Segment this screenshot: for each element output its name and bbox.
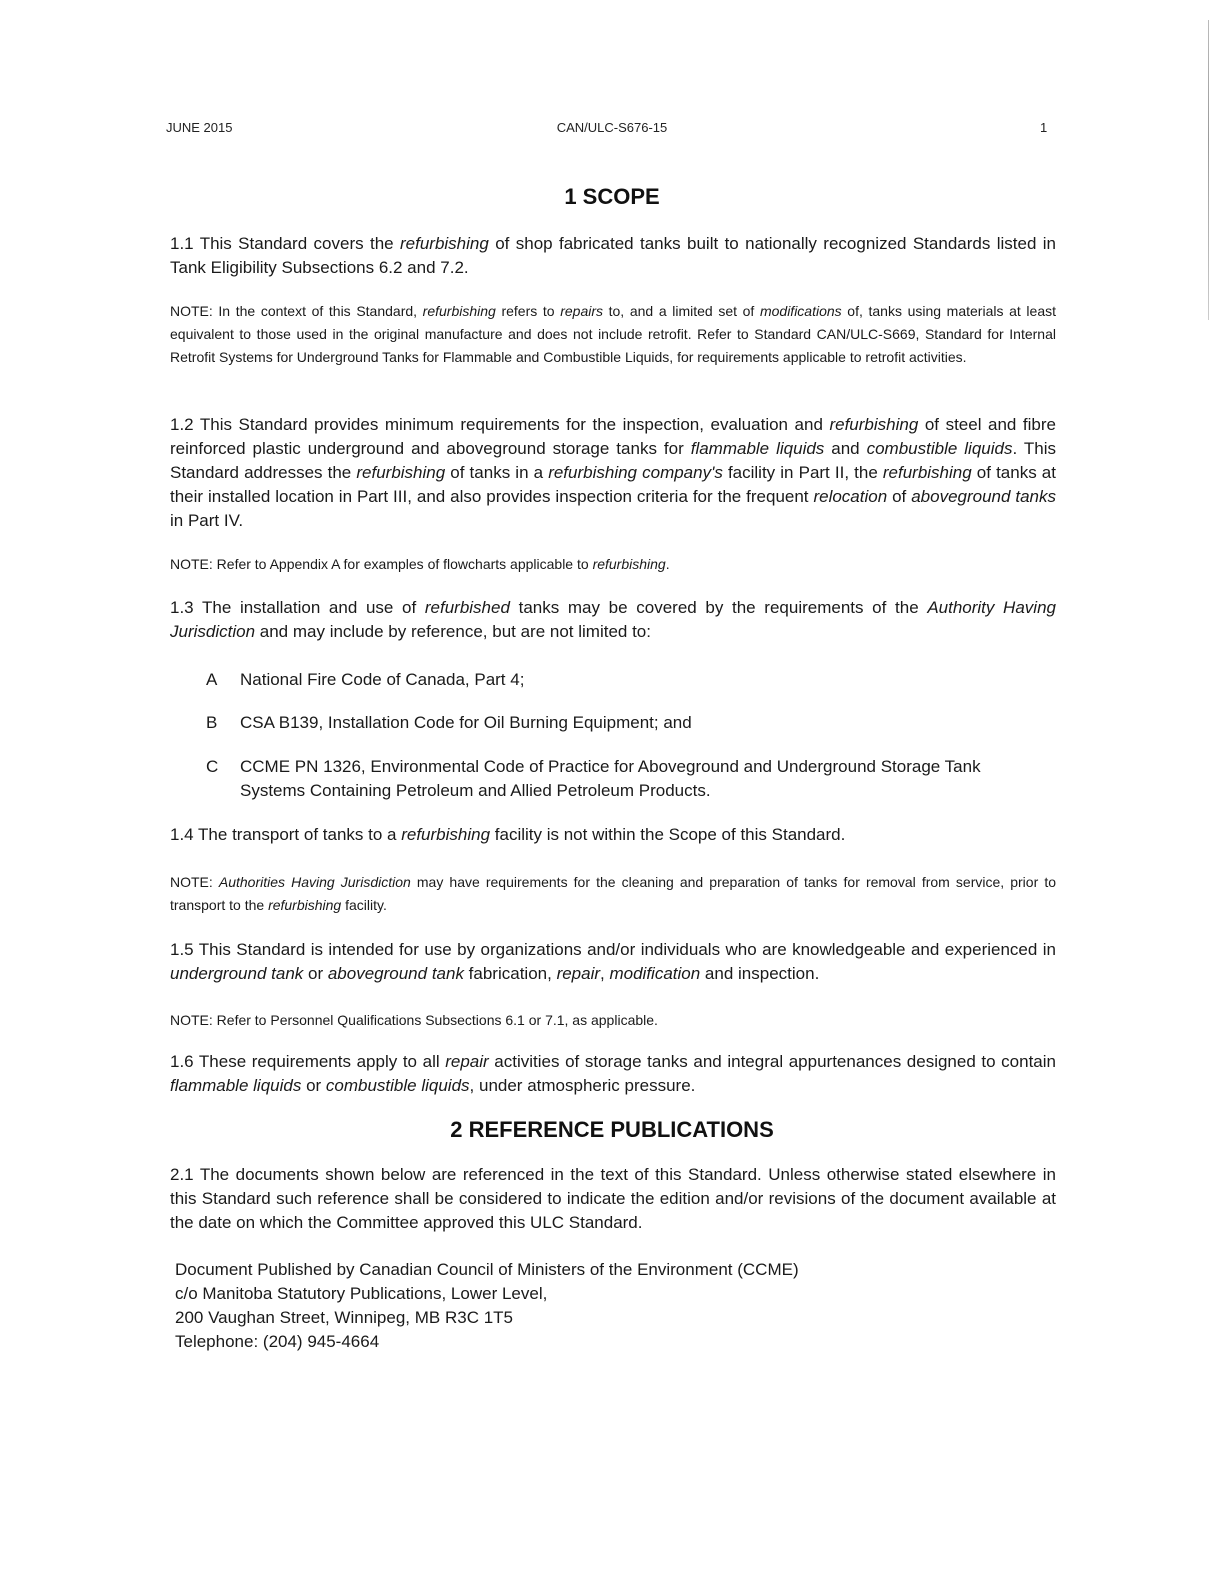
header-page-number: 1 xyxy=(1040,120,1048,135)
publisher-address xyxy=(175,1258,975,1354)
address-line-3: 200 Vaughan Street, Winnipeg, MB R3C 1T5 xyxy=(175,1308,513,1327)
paragraph-1-1: 1.1 This Standard covers the refurbishing of shop fabricated tanks built to nationally recognized Standards listed in Tank Eligibility Subsections 6.2 and 7.2. xyxy=(170,234,1056,277)
list-item-a xyxy=(206,668,1056,692)
list-item-c xyxy=(206,755,1056,803)
section-1-title: 1 SCOPE xyxy=(564,184,660,209)
paragraph-1-3: 1.3 The installation and use of refurbished tanks may be covered by the requirements of the Authority Having Jurisdiction and may include by reference, but are not limited to: xyxy=(170,598,1056,641)
address-line-1: Document Published by Canadian Council of Ministers of the Environment (CCME) xyxy=(175,1260,799,1279)
paragraph-1-6: 1.6 These requirements apply to all repair activities of storage tanks and integral appurtenances designed to contain flammable liquids or combustible liquids, under atmospheric pressure. xyxy=(170,1052,1056,1095)
scan-edge-line xyxy=(1208,20,1209,320)
list-item-text: CSA B139, Installation Code for Oil Burning Equipment; and xyxy=(240,713,692,732)
note-1-1: NOTE: In the context of this Standard, refurbishing refers to repairs to, and a limited set of modifications of, tanks using materials at least equivalent to those used in the original manufacture and does not include retrofit. Refer to Standard CAN/ULC-S669, Standard for Internal Retrofit Systems for Underground Tanks for Flammable and Combustible Liquids, for requirements applicable to retrofit activities. xyxy=(170,303,1056,365)
list-item-letter: A xyxy=(206,670,218,689)
paragraph-2-1: 2.1 The documents shown below are referenced in the text of this Standard. Unless otherwise stated elsewhere in this Standard such reference shall be considered to indicate the edition and/or revisions of the document available at the date on which the Committee approved this ULC Standard. xyxy=(170,1165,1056,1232)
paragraph-1-5: 1.5 This Standard is intended for use by organizations and/or individuals who are knowledgeable and experienced in underground tank or aboveground tank fabrication, repair, modification and inspection. xyxy=(170,940,1056,983)
section-2-title: 2 REFERENCE PUBLICATIONS xyxy=(450,1117,774,1142)
paragraph-1-2: 1.2 This Standard provides minimum requirements for the inspection, evaluation and refurbishing of steel and fibre reinforced plastic underground and aboveground storage tanks for flammable liquids and combustible liquids. This Standard addresses the refurbishing of tanks in a refurbishing company's facility in Part II, the refurbishing of tanks at their installed location in Part III, and also provides inspection criteria for the frequent relocation of aboveground tanks in Part IV. xyxy=(170,415,1057,530)
note-1-3: NOTE: Authorities Having Jurisdiction may have requirements for the cleaning and preparation of tanks for removal from service, prior to transport to the refurbishing facility. xyxy=(170,874,1056,913)
header-doc-code: CAN/ULC-S676-15 xyxy=(556,120,668,135)
list-item-text: National Fire Code of Canada, Part 4; xyxy=(240,670,525,689)
note-1-2: NOTE: Refer to Appendix A for examples of flowcharts applicable to refurbishing. xyxy=(170,556,670,572)
paragraph-1-4: 1.4 The transport of tanks to a refurbishing facility is not within the Scope of this Standard. xyxy=(170,825,846,844)
header-date: JUNE 2015 xyxy=(166,120,233,135)
note-1-4: NOTE: Refer to Personnel Qualifications Subsections 6.1 or 7.1, as applicable. xyxy=(170,1012,658,1028)
list-item-letter: B xyxy=(206,713,218,732)
address-line-4: Telephone: (204) 945-4664 xyxy=(175,1332,380,1351)
list-item-letter: C xyxy=(206,757,219,776)
list-item-text: CCME PN 1326, Environmental Code of Practice for Aboveground and Underground Storage Tank Systems Containing Petroleum and Allied Petroleum Products. xyxy=(240,757,981,800)
list-item-b xyxy=(206,711,1056,735)
address-line-2: c/o Manitoba Statutory Publications, Lower Level, xyxy=(175,1284,548,1303)
